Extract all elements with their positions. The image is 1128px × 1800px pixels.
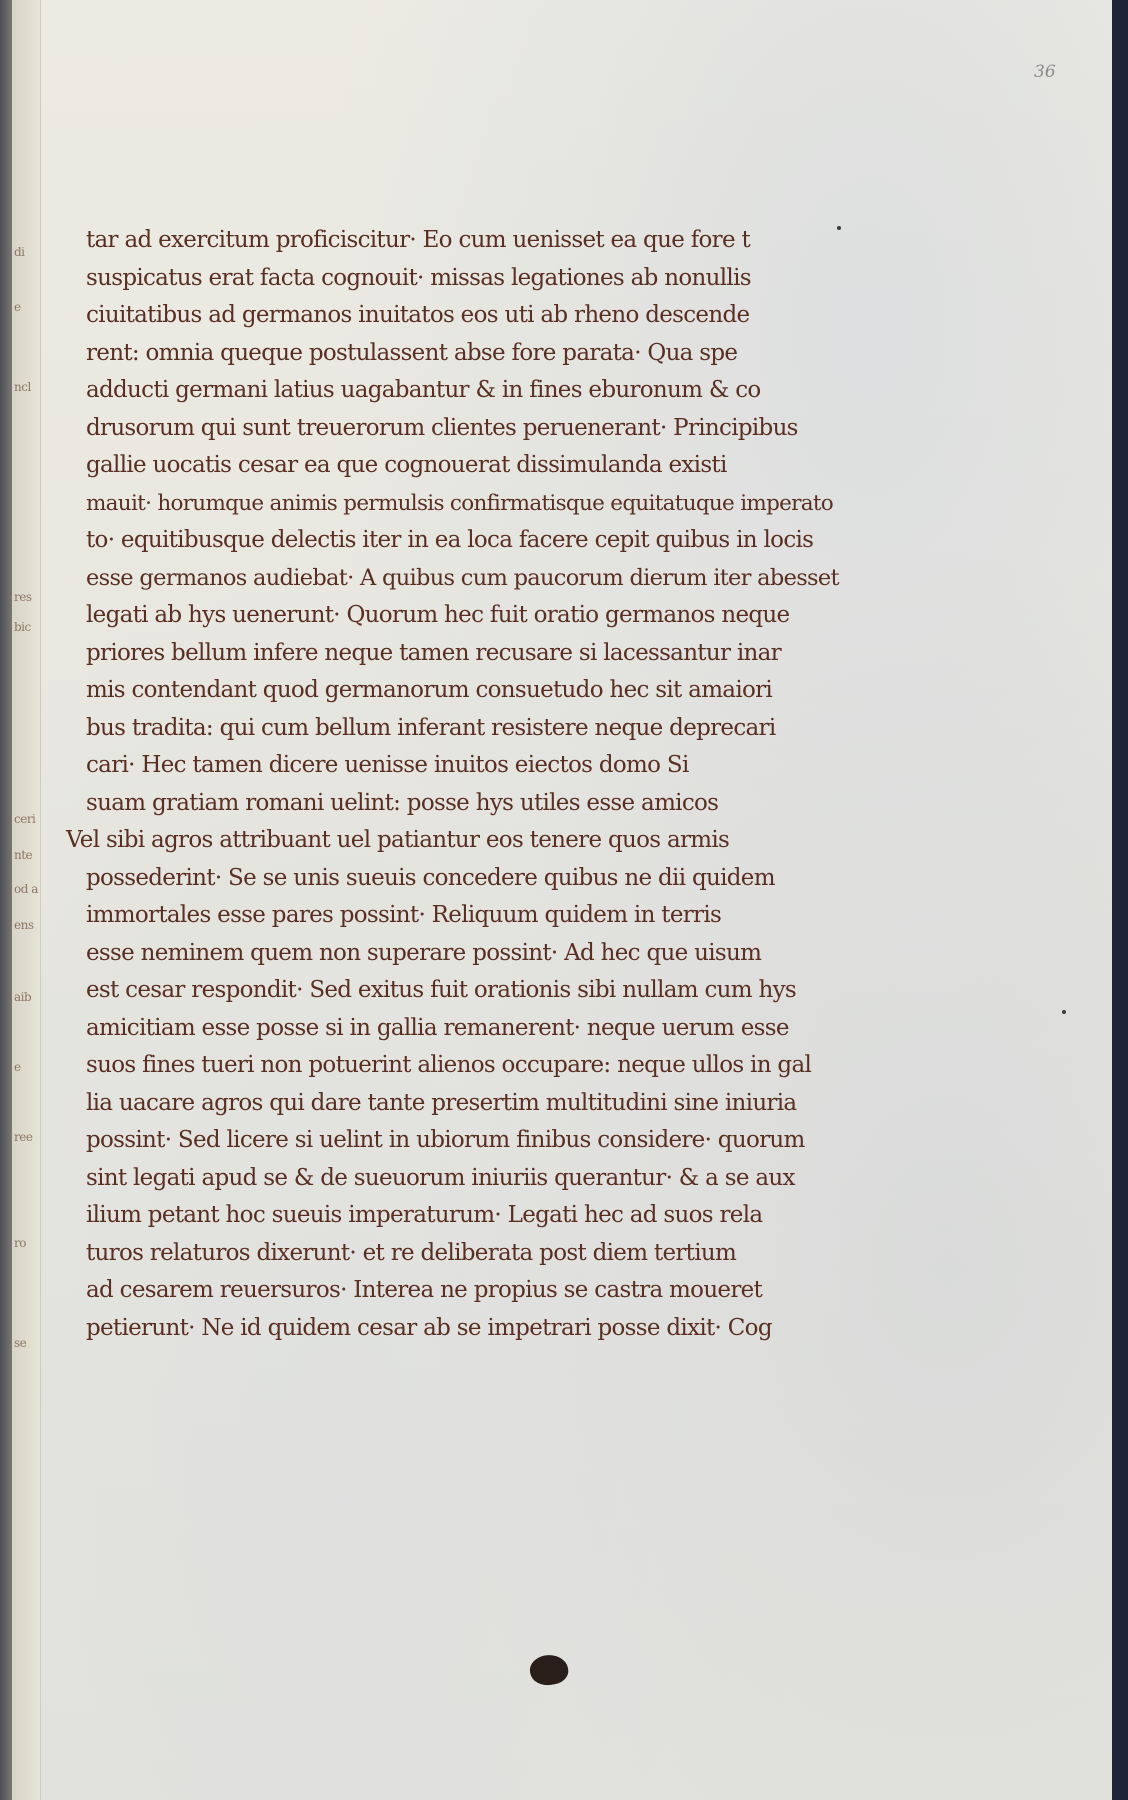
text-line: drusorum qui sunt treuerorum clientes peruenerant· Principibus <box>86 414 798 441</box>
text-line: to· equitibusque delectis iter in ea loca facere cepit quibus in locis <box>86 527 814 553</box>
text-line: possederint· Se se unis sueuis concedere quibus ne dii quidem <box>86 864 775 891</box>
neighbor-fragment: nte <box>14 848 33 862</box>
text-line: suos fines tueri non potuerint alienos occupare: neque ullos in gal <box>86 1052 812 1078</box>
text-line: immortales esse pares possint· Reliquum quidem in terris <box>86 902 722 928</box>
text-line: petierunt· Ne id quidem cesar ab se impetrari posse dixit· Cog <box>86 1314 772 1341</box>
neighbor-fragment: res <box>14 590 32 604</box>
neighbor-fragment: od a <box>14 882 38 896</box>
text-line-initial: Vel sibi agros attribuant uel patiantur eos tenere quos armis <box>66 827 730 853</box>
text-line: suam gratiam romani uelint: posse hys utiles esse amicos <box>86 789 719 816</box>
text-line: priores bellum infere neque tamen recusare si lacessantur inar <box>86 639 781 666</box>
text-line: mauit· horumque animis permulsis confirmatisque equitatuque imperato <box>86 490 834 516</box>
ink-speck <box>837 226 841 230</box>
neighbor-fragment: ro <box>14 1236 26 1250</box>
neighbor-fragment: aib <box>14 990 32 1004</box>
text-line: possint· Sed licere si uelint in ubiorum finibus considere· quorum <box>86 1127 805 1153</box>
ink-stain <box>528 1652 571 1688</box>
neighbor-fragment: bic <box>14 620 31 634</box>
folio-number: 36 <box>1034 62 1056 82</box>
neighbor-fragment: e <box>14 300 21 314</box>
neighbor-fragment: ree <box>14 1130 33 1144</box>
neighbor-fragment: ens <box>14 918 34 932</box>
text-line: suspicatus erat facta cognouit· missas legationes ab nonullis <box>86 264 751 291</box>
text-line: ciuitatibus ad germanos inuitatos eos uti ab rheno descende <box>86 302 750 328</box>
text-line: tar ad exercitum proficiscitur· Eo cum uenisset ea que fore t <box>86 227 751 253</box>
text-line: turos relaturos dixerunt· et re deliberata post diem tertium <box>86 1239 737 1266</box>
text-line: adducti germani latius uagabantur & in fines eburonum & co <box>86 377 761 403</box>
text-line: gallie uocatis cesar ea que cognouerat dissimulanda existi <box>86 452 727 478</box>
text-line: lia uacare agros qui dare tante presertim multitudini sine iniuria <box>86 1089 797 1116</box>
adjacent-page-edge <box>12 0 41 1800</box>
neighbor-fragment: ceri <box>14 812 36 826</box>
text-line: amicitiam esse posse si in gallia remanerent· neque uerum esse <box>86 1014 789 1041</box>
text-line: est cesar respondit· Sed exitus fuit orationis sibi nullam cum hys <box>86 977 796 1003</box>
manuscript-text <box>66 222 839 1347</box>
text-line: mis contendant quod germanorum consuetudo hec sit amaiori <box>86 677 773 703</box>
text-line: bus tradita: qui cum bellum inferant resistere neque deprecari <box>86 714 776 741</box>
text-line: ilium petant hoc sueuis imperaturum· Legati hec ad suos rela <box>86 1202 763 1228</box>
neighbor-fragment: di <box>14 245 25 259</box>
text-line: esse neminem quem non superare possint· Ad hec que uisum <box>86 939 762 966</box>
text-line: legati ab hys uenerunt· Quorum hec fuit oratio germanos neque <box>86 602 790 628</box>
text-line: esse germanos audiebat· A quibus cum paucorum dierum iter abesset <box>86 564 839 591</box>
neighbor-fragment: se <box>14 1336 27 1350</box>
text-line: rent: omnia queque postulassent abse fore parata· Qua spe <box>86 339 738 366</box>
text-line: cari· Hec tamen dicere uenisse inuitos eiectos domo Si <box>86 752 689 778</box>
neighbor-fragment: e <box>14 1060 21 1074</box>
manuscript-page <box>12 0 1112 1800</box>
text-line: ad cesarem reuersuros· Interea ne propius se castra moueret <box>86 1277 763 1303</box>
text-line: sint legati apud se & de sueuorum iniuriis querantur· & a se aux <box>86 1164 795 1191</box>
neighbor-fragment: ncl <box>14 380 31 394</box>
ink-speck <box>1062 1010 1066 1014</box>
